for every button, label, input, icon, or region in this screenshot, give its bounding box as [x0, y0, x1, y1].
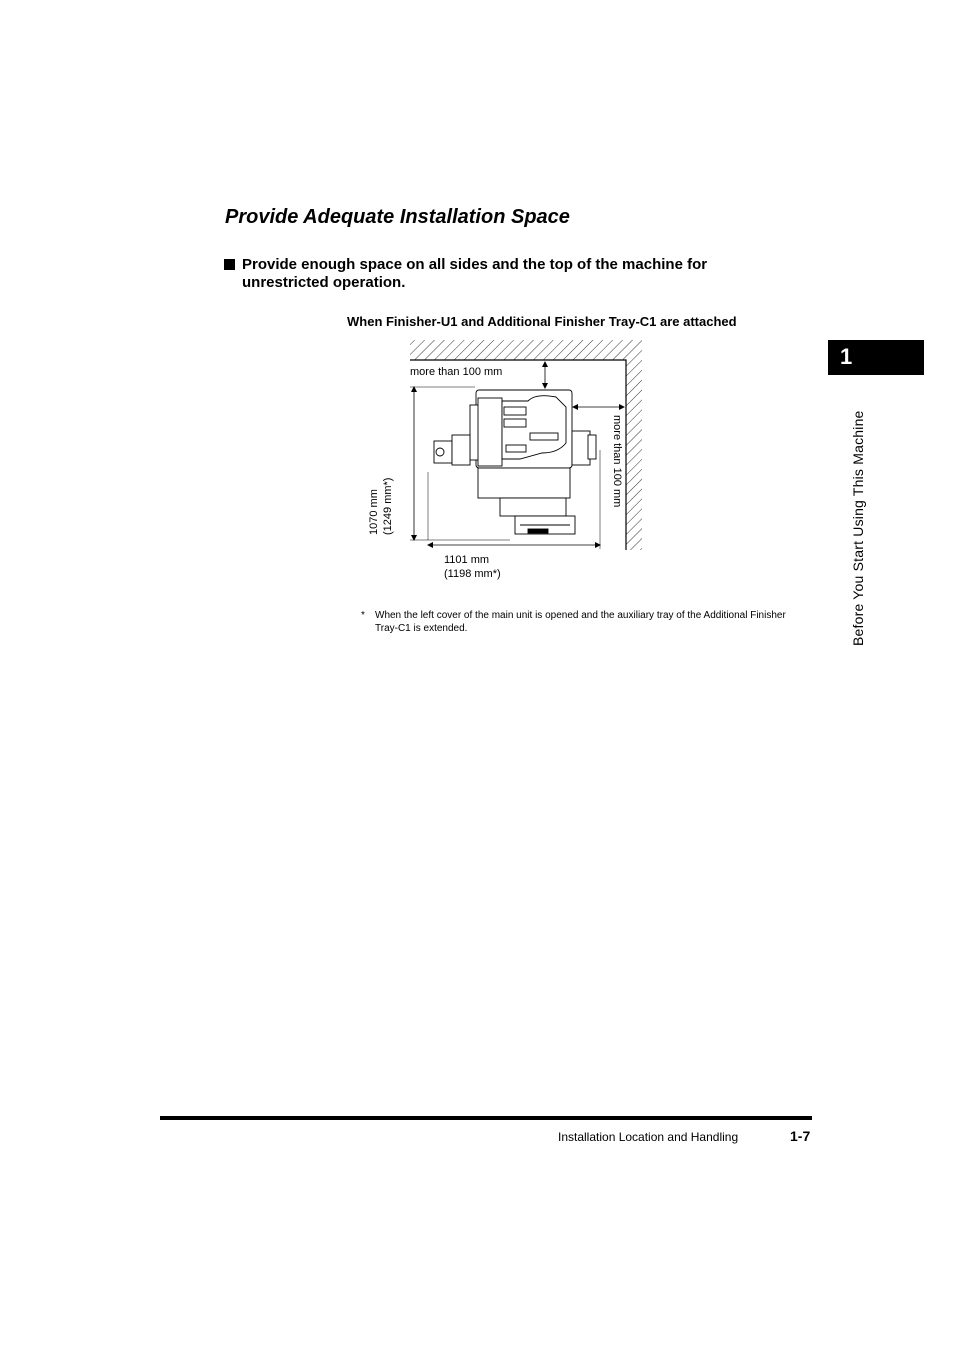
- footer-section-title: Installation Location and Handling: [558, 1130, 739, 1144]
- height-label-secondary: (1249 mm*): [382, 477, 394, 535]
- section-title: Provide Adequate Installation Space: [225, 206, 570, 228]
- installation-space-diagram: [360, 335, 660, 585]
- page-number: 1-7: [790, 1128, 811, 1144]
- footnote-mark: *: [361, 610, 365, 621]
- right-clearance-label: more than 100 mm: [611, 415, 623, 508]
- top-wall: [410, 340, 642, 360]
- chapter-number: 1: [840, 344, 853, 369]
- figure-caption: When Finisher-U1 and Additional Finisher Tray-C1 are attached: [347, 314, 737, 329]
- square-bullet-icon: [224, 259, 235, 270]
- bullet-text: Provide enough space on all sides and the top of the machine for unrestricted operation.: [242, 256, 708, 291]
- right-wall: [626, 360, 642, 550]
- footnote-text: When the left cover of the main unit is opened and the auxiliary tray of the Additional Finisher Tray-C1 is extended.: [375, 610, 786, 634]
- machine-illustration: [434, 390, 596, 534]
- width-label-primary: 1101 mm: [444, 554, 490, 566]
- top-clearance-label: more than 100 mm: [410, 366, 503, 378]
- width-label-secondary: (1198 mm*): [444, 568, 501, 580]
- footer-rule: [160, 1116, 812, 1120]
- chapter-side-title: Before You Start Using This Machine: [850, 410, 866, 646]
- height-label-primary: 1070 mm: [368, 489, 380, 535]
- chapter-tab: [828, 340, 924, 375]
